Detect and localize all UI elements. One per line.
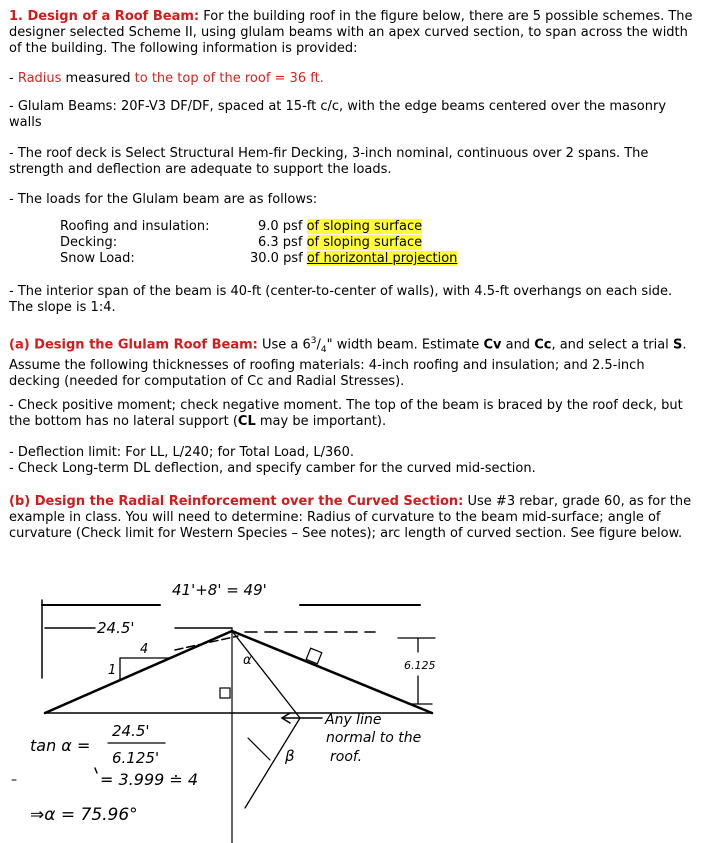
part-a-text: . Assume the following thicknesses of roofing materials: 4-inch roofing and insulation; and 2.5-inch decking (needed for computation of Cc and Radial Stresses).	[9, 337, 687, 389]
load-value: 9.0 psf	[258, 219, 303, 234]
moment-line	[9, 398, 699, 430]
problem-title: 1. Design of a Roof Beam:	[9, 9, 200, 24]
radius-label: Radius	[17, 71, 62, 86]
loads-intro: - The loads for the Glulam beam are as follows:	[9, 192, 318, 207]
load-row	[250, 219, 465, 235]
deflection-line: - Deflection limit: For LL, L/240; for Total Load, L/360.	[9, 445, 354, 460]
slope-run-label: 4	[140, 642, 149, 657]
load-note: of sloping surface	[306, 235, 423, 250]
deck-line: - The roof deck is Select Structural Hem-fir Decking, 3-inch nominal, continuous over 2 spans. The strength and deflection are adequate to support the loads.	[9, 146, 649, 177]
left-dim-label: 24.5'	[97, 619, 135, 637]
note-line-3: roof.	[330, 749, 363, 765]
dot-mark	[95, 768, 97, 773]
roof-right-slope	[232, 631, 432, 713]
height-label: 6.125	[404, 659, 436, 672]
load-label: Snow Load:	[60, 251, 135, 266]
part-a-title: (a) Design the Glulam Roof Beam:	[9, 337, 258, 353]
note-line-2: normal to the	[326, 730, 422, 746]
part-a-text: and	[501, 337, 535, 353]
radius-prefix: -	[9, 71, 18, 86]
eq-denominator: 6.125'	[112, 749, 160, 767]
eq-alpha: ⇒α = 75.96°	[30, 805, 138, 825]
moment-text-end: may be important).	[255, 414, 387, 429]
load-note: of sloping surface	[306, 219, 423, 234]
alpha-label: α	[243, 653, 252, 668]
right-angle-mark	[220, 688, 230, 698]
cc-symbol: Cc	[534, 337, 552, 353]
load-row	[250, 235, 465, 251]
load-value: 6.3 psf	[258, 235, 303, 250]
width-frac-num: 3	[310, 336, 317, 346]
glulam-line: - Glulam Beams: 20F-V3 DF/DF, spaced at 15-ft c/c, with the edge beams centered over the masonry walls	[9, 99, 667, 130]
slope-rise-label: 1	[108, 663, 117, 678]
radius-mid: measured	[61, 71, 135, 86]
part-b-text: Use #3 rebar, grade 60, as for the example in class. You will need to determine: Radius of curvature to the beam mid-surface; angle of curvature (Check limit for Western Species – See notes); arc length of curved section. See figure below.	[9, 494, 692, 541]
part-b-paragraph	[9, 494, 699, 542]
loads-values	[250, 219, 465, 267]
load-value: 30.0 psf	[250, 251, 303, 266]
intro-text: For the building roof in the figure below, there are 5 possible schemes. The designer selected Scheme II, using glulam beams with an apex curved section, to span across the width of the building. The following information is provided:	[9, 9, 693, 56]
note-line-1: Any line	[325, 712, 382, 728]
load-row	[250, 251, 465, 267]
beta-label: β	[285, 747, 295, 765]
cl-symbol: CL	[237, 414, 256, 429]
loads-labels	[60, 219, 209, 267]
part-a-paragraph: (a) Design the Glulam Roof Beam: Use a $6^3/_4$" width beam. Estimate Cv and Cc, and select a trial S. Assume the following thicknesses of roofing materials: 4-inch roofing and insulation; and 2.5-inch decking (needed for computation of Cc and Radial Stresses).	[9, 336, 687, 389]
part-a-text: beam. Estimate	[372, 337, 484, 353]
roof-sketch	[0, 568, 715, 843]
part-a-text: , and select a trial	[551, 337, 673, 353]
eq-result: = 3.999 ≐ 4	[100, 770, 199, 789]
part-a-width: " width	[326, 337, 373, 353]
width-frac-den: 4	[320, 344, 327, 355]
radius-value: to the top of the roof = 36 ft.	[134, 71, 324, 86]
longterm-line: - Check Long-term DL deflection, and specify camber for the curved mid-section.	[9, 461, 536, 476]
eq-numerator: 24.5'	[112, 722, 150, 740]
part-a-text: Use a 6	[257, 337, 311, 353]
radius-line	[9, 71, 699, 87]
eq-lhs: tan α =	[30, 736, 91, 755]
load-label: Decking:	[60, 235, 118, 250]
s-symbol: S	[672, 337, 683, 353]
intro-paragraph	[9, 9, 699, 57]
load-label: Roofing and insulation:	[60, 219, 210, 234]
moment-text: - Check positive moment; check negative moment. The top of the beam is braced by the roof deck, but the bottom has no lateral support (	[9, 398, 683, 429]
beta-arc	[248, 738, 270, 760]
cv-symbol: Cv	[483, 337, 502, 353]
span-line: - The interior span of the beam is 40-ft (center-to-center of walls), with 4.5-ft overhangs on each side. The slope is 1:4.	[9, 284, 673, 315]
top-dim-label: 41'+8' = 49'	[172, 581, 267, 599]
load-note: of horizontal projection	[306, 251, 458, 266]
part-b-title: (b) Design the Radial Reinforcement over the Curved Section:	[9, 494, 464, 509]
dash-line-left	[175, 636, 238, 650]
